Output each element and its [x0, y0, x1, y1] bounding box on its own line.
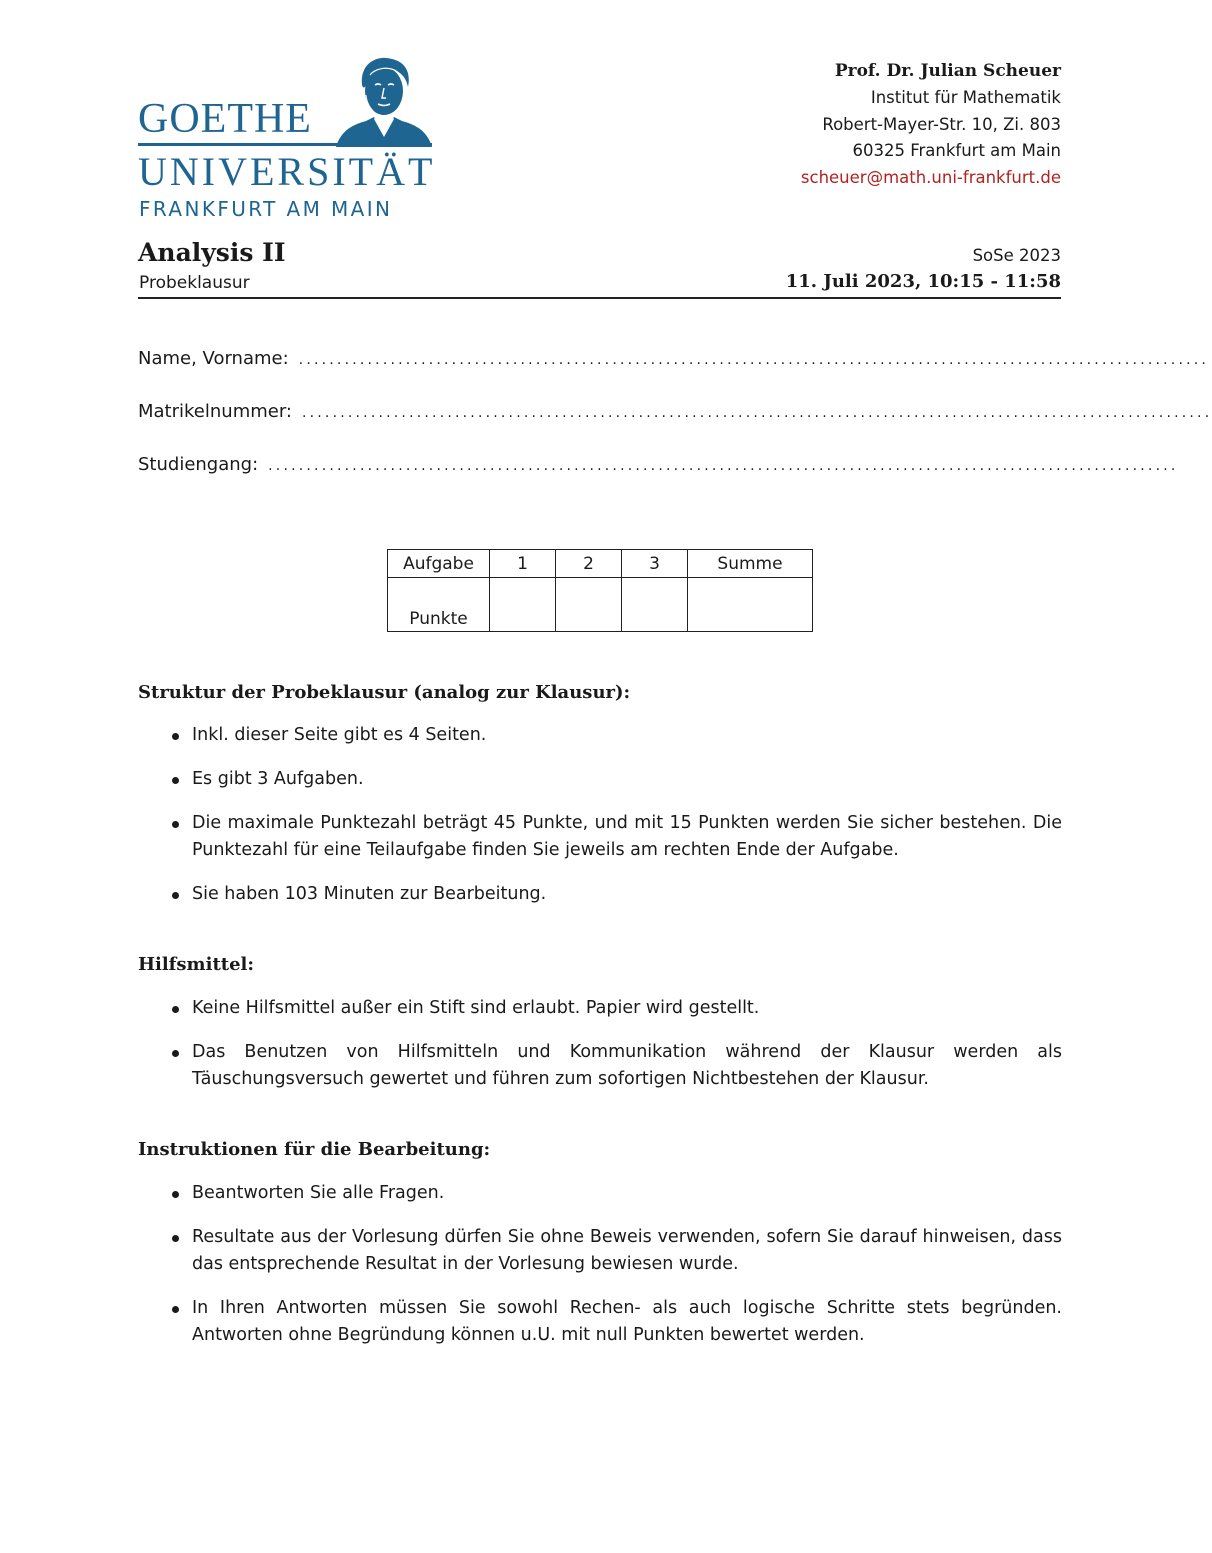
- matrikel-dotted-line[interactable]: .......................................................................................................................: [301, 405, 1212, 421]
- course-title: Analysis II: [138, 238, 286, 267]
- header-cell-2: 2: [556, 550, 622, 578]
- score-table: [387, 549, 813, 632]
- studiengang-field[interactable]: [138, 454, 1179, 475]
- city-address: 60325 Frankfurt am Main: [852, 141, 1061, 160]
- list-item: [170, 810, 1062, 864]
- institute: Institut für Mathematik: [870, 88, 1061, 107]
- header-cell-3: 3: [622, 550, 688, 578]
- semester: SoSe 2023: [972, 246, 1061, 265]
- list-item: [170, 1295, 1062, 1349]
- matrikel-field[interactable]: [138, 401, 1212, 422]
- logo-frankfurt: FRANKFURT AM MAIN: [139, 197, 393, 221]
- list-item: [170, 995, 1062, 1022]
- studiengang-label: Studiengang:: [138, 454, 259, 475]
- logo-universitaet: UNIVERSITÄT: [138, 149, 436, 194]
- score-table-header-row: [388, 550, 813, 578]
- points-cell-2[interactable]: [556, 578, 622, 632]
- header-cell-1: 1: [490, 550, 556, 578]
- list-item-text: Inkl. dieser Seite gibt es 4 Seiten.: [192, 725, 487, 745]
- exam-subtitle: Probeklausur: [139, 273, 250, 293]
- list-item-text: Die maximale Punktezahl beträgt 45 Punkte, und mit 15 Punkten werden Sie sicher bestehen. Die Punktezahl für eine Teilaufgabe finden Sie jeweils am rechten Ende der Aufgabe.: [192, 813, 1062, 860]
- list-item-text: Das Benutzen von Hilfsmitteln und Kommunikation während der Klausur werden als Täuschungsversuch gewertet und führen zum sofortigen Nichtbestehen der Klausur.: [192, 1042, 1062, 1089]
- logo-goethe: GOETHE: [138, 96, 312, 142]
- section-heading-struktur: Struktur der Probeklausur (analog zur Klausur):: [138, 682, 631, 703]
- studiengang-dotted-line[interactable]: .......................................................................................................................: [268, 458, 1179, 474]
- list-item: [170, 881, 1062, 908]
- struktur-list: [170, 722, 1062, 908]
- goethe-portrait-icon: [334, 55, 434, 147]
- matrikel-label: Matrikelnummer:: [138, 401, 292, 422]
- header-divider: [138, 297, 1061, 299]
- list-item-text: Resultate aus der Vorlesung dürfen Sie ohne Beweis verwenden, sofern Sie darauf hinweisen, dass das entsprechende Resultat in der Vorlesung bewiesen wurde.: [192, 1227, 1062, 1274]
- name-field[interactable]: [138, 348, 1210, 369]
- score-table-points-row: [388, 578, 813, 632]
- email-link[interactable]: scheuer@math.uni-frankfurt.de: [800, 168, 1061, 187]
- list-item: [170, 722, 1062, 749]
- exam-date: 11. Juli 2023, 10:15 - 11:58: [785, 271, 1061, 292]
- hilfsmittel-list: [170, 995, 1062, 1093]
- street-address: Robert-Mayer-Str. 10, Zi. 803: [822, 115, 1061, 134]
- section-heading-hilfsmittel: Hilfsmittel:: [138, 954, 255, 975]
- list-item-text: Sie haben 103 Minuten zur Bearbeitung.: [192, 884, 547, 904]
- points-cell-summe[interactable]: [688, 578, 813, 632]
- points-cell-1[interactable]: [490, 578, 556, 632]
- header-cell-summe: Summe: [688, 550, 813, 578]
- section-heading-instruktionen: Instruktionen für die Bearbeitung:: [138, 1139, 491, 1160]
- list-item: [170, 1039, 1062, 1093]
- header-cell-aufgabe: Aufgabe: [388, 550, 490, 578]
- list-item-text: Beantworten Sie alle Fragen.: [192, 1183, 445, 1203]
- points-row-label: Punkte: [388, 578, 490, 632]
- name-label: Name, Vorname:: [138, 348, 289, 369]
- instruktionen-list: [170, 1180, 1062, 1349]
- list-item-text: Es gibt 3 Aufgaben.: [192, 769, 364, 789]
- professor-name: Prof. Dr. Julian Scheuer: [834, 61, 1061, 81]
- list-item-text: In Ihren Antworten müssen Sie sowohl Rechen- als auch logische Schritte stets begründen. Antworten ohne Begründung können u.U. mit null Punkten bewertet werden.: [192, 1298, 1062, 1345]
- list-item: [170, 1180, 1062, 1207]
- name-dotted-line[interactable]: .......................................................................................................................: [298, 352, 1210, 368]
- list-item: [170, 1224, 1062, 1278]
- points-cell-3[interactable]: [622, 578, 688, 632]
- list-item: [170, 766, 1062, 793]
- list-item-text: Keine Hilfsmittel außer ein Stift sind erlaubt. Papier wird gestellt.: [192, 998, 760, 1018]
